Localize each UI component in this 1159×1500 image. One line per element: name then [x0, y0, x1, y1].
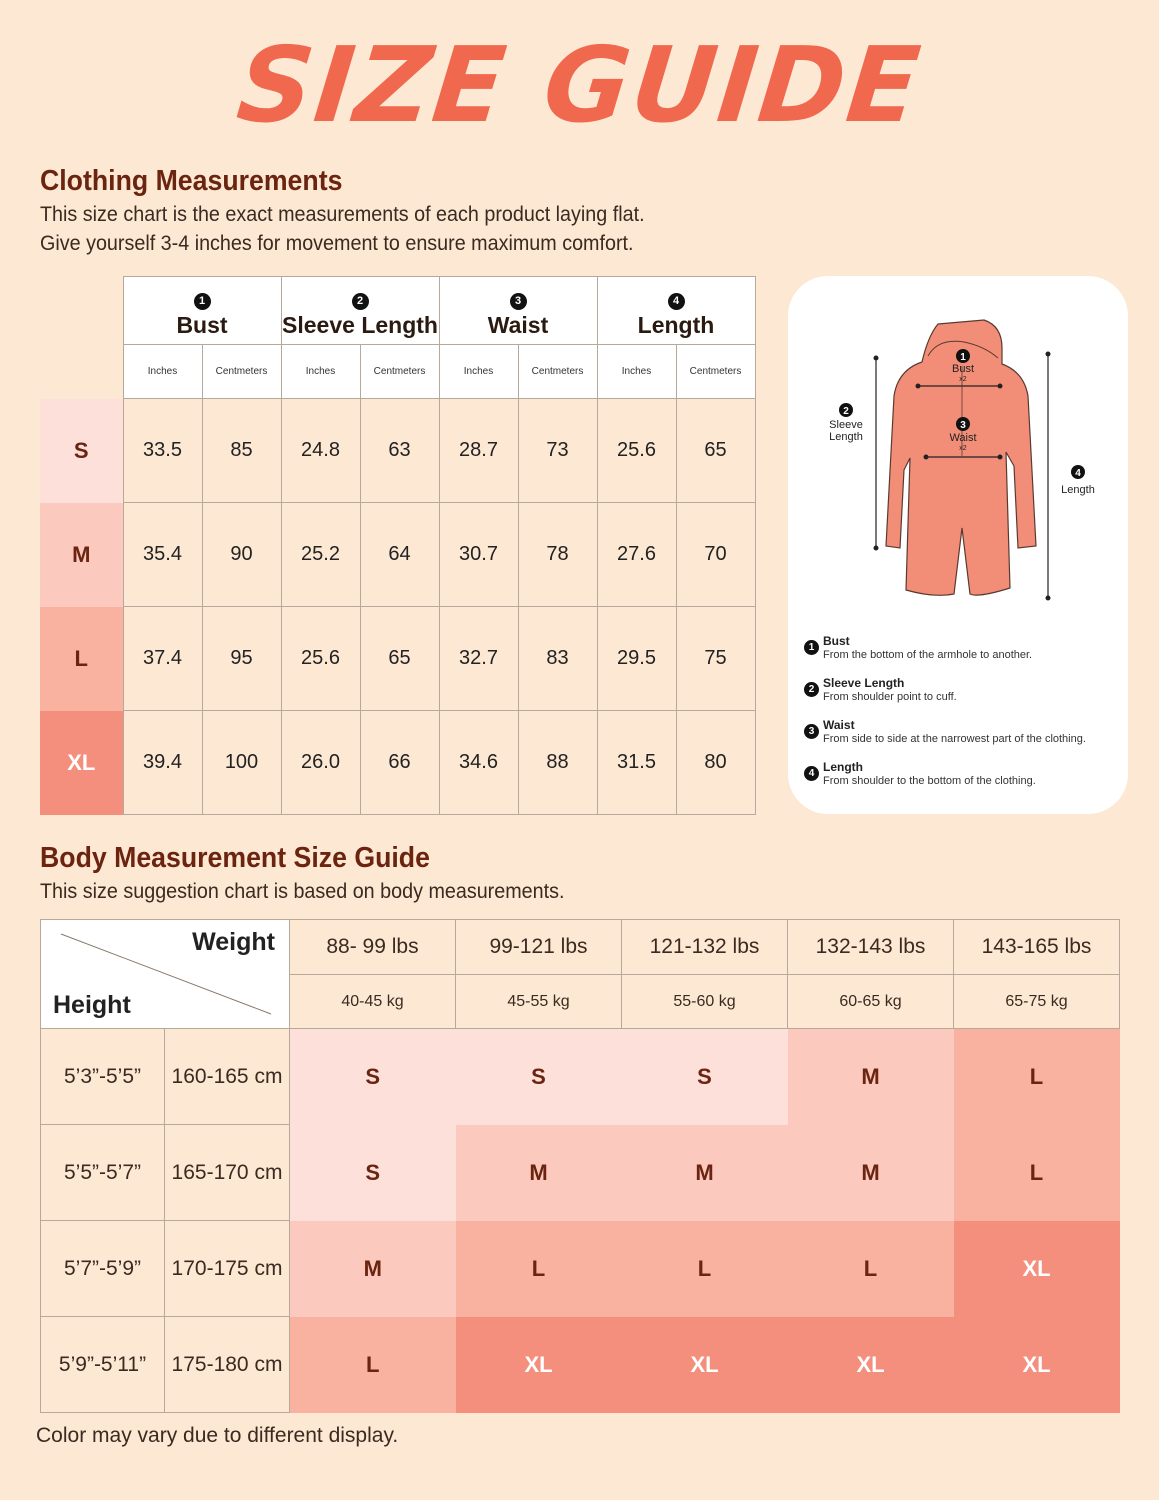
weight-lbs: 88- 99 lbs	[290, 920, 456, 975]
table-cell: 100	[202, 711, 281, 815]
clothing-desc-2: Give yourself 3-4 inches for movement to ensure maximum comfort.	[40, 232, 634, 255]
table-cell: 73	[518, 399, 597, 503]
size-cell: M	[622, 1125, 788, 1221]
sleeve-label-2: Length	[829, 431, 863, 443]
size-label: M	[40, 503, 123, 607]
table-cell: 78	[518, 503, 597, 607]
table-row	[41, 1125, 1120, 1221]
waist-label: Waist	[949, 432, 977, 444]
size-cell: L	[788, 1221, 954, 1317]
table-cell: 34.6	[439, 711, 518, 815]
table-cell: 37.4	[123, 607, 202, 711]
table-cell: 85	[202, 399, 281, 503]
unit-label: Inches	[597, 345, 676, 399]
height-label: Height	[53, 991, 131, 1019]
size-cell: XL	[954, 1317, 1120, 1413]
color-disclaimer: Color may vary due to different display.	[36, 1424, 399, 1447]
unit-label: Inches	[281, 345, 360, 399]
size-cell: M	[788, 1029, 954, 1125]
size-cell: L	[290, 1317, 456, 1413]
table-cell: 88	[518, 711, 597, 815]
clothing-measurement-table	[40, 276, 756, 815]
badge-2: 2	[843, 406, 849, 417]
size-cell: L	[456, 1221, 622, 1317]
size-cell: L	[954, 1125, 1120, 1221]
table-cell: 27.6	[597, 503, 676, 607]
table-corner	[40, 277, 123, 399]
definition-item: 2 Sleeve Length From shoulder point to cuff.	[802, 676, 1122, 704]
col-length: 4 Length	[597, 277, 755, 345]
height-cm: 175-180 cm	[165, 1317, 290, 1413]
size-cell: XL	[954, 1221, 1120, 1317]
size-cell: S	[622, 1029, 788, 1125]
table-row	[40, 607, 755, 711]
measurement-definitions	[802, 634, 1122, 802]
table-cell: 32.7	[439, 607, 518, 711]
table-row	[41, 1029, 1120, 1125]
table-cell: 25.2	[281, 503, 360, 607]
table-corner	[41, 920, 290, 1029]
sleeve-label-1: Sleeve	[829, 419, 863, 431]
clothing-heading: Clothing Measurements	[40, 165, 343, 197]
table-cell: 31.5	[597, 711, 676, 815]
definition-item: 1 Bust From the bottom of the armhole to another.	[802, 634, 1122, 662]
bust-x2: x2	[959, 376, 967, 383]
unit-label: Centmeters	[202, 345, 281, 399]
size-cell: L	[622, 1221, 788, 1317]
table-cell: 29.5	[597, 607, 676, 711]
table-cell: 26.0	[281, 711, 360, 815]
badge-4: 4	[1075, 468, 1081, 479]
clothing-desc-1: This size chart is the exact measurements of each product laying flat.	[40, 203, 645, 226]
unit-label: Centmeters	[676, 345, 755, 399]
table-cell: 65	[676, 399, 755, 503]
height-ft: 5’3”-5’5”	[41, 1029, 165, 1125]
table-row	[40, 711, 755, 815]
definition-item: 3 Waist From side to side at the narrowest part of the clothing.	[802, 718, 1122, 746]
unit-label: Centmeters	[518, 345, 597, 399]
table-cell: 25.6	[597, 399, 676, 503]
size-cell: S	[456, 1029, 622, 1125]
height-cm: 165-170 cm	[165, 1125, 290, 1221]
unit-label: Centmeters	[360, 345, 439, 399]
table-cell: 65	[360, 607, 439, 711]
weight-label: Weight	[192, 928, 275, 956]
size-cell: S	[290, 1029, 456, 1125]
table-cell: 30.7	[439, 503, 518, 607]
col-sleeve-length: 2 Sleeve Length	[281, 277, 439, 345]
table-row	[41, 1317, 1120, 1413]
table-cell: 70	[676, 503, 755, 607]
waist-x2: x2	[959, 445, 967, 452]
unit-label: Inches	[123, 345, 202, 399]
weight-kg: 40-45 kg	[290, 975, 456, 1029]
length-label: Length	[1061, 484, 1095, 496]
table-cell: 63	[360, 399, 439, 503]
size-cell: S	[290, 1125, 456, 1221]
weight-lbs: 99-121 lbs	[456, 920, 622, 975]
size-cell: XL	[622, 1317, 788, 1413]
table-row	[40, 503, 755, 607]
table-cell: 64	[360, 503, 439, 607]
body-heading: Body Measurement Size Guide	[40, 842, 430, 874]
page-title: SIZE GUIDE	[232, 24, 927, 146]
definition-item: 4 Length From shoulder to the bottom of the clothing.	[802, 760, 1122, 788]
body-desc: This size suggestion chart is based on body measurements.	[40, 880, 565, 903]
table-row	[41, 1221, 1120, 1317]
size-cell: M	[456, 1125, 622, 1221]
body-measurement-table	[40, 919, 1120, 1413]
table-cell: 90	[202, 503, 281, 607]
table-cell: 83	[518, 607, 597, 711]
size-label: S	[40, 399, 123, 503]
table-cell: 75	[676, 607, 755, 711]
table-cell: 33.5	[123, 399, 202, 503]
size-cell: M	[290, 1221, 456, 1317]
height-cm: 170-175 cm	[165, 1221, 290, 1317]
weight-kg: 65-75 kg	[954, 975, 1120, 1029]
table-row	[40, 399, 755, 503]
weight-lbs: 143-165 lbs	[954, 920, 1120, 975]
size-cell: XL	[788, 1317, 954, 1413]
weight-lbs: 132-143 lbs	[788, 920, 954, 975]
weight-kg: 60-65 kg	[788, 975, 954, 1029]
size-label: L	[40, 607, 123, 711]
col-bust: 1 Bust	[123, 277, 281, 345]
weight-kg: 55-60 kg	[622, 975, 788, 1029]
height-ft: 5’7”-5’9”	[41, 1221, 165, 1317]
bust-label: Bust	[951, 363, 975, 375]
size-cell: L	[954, 1029, 1120, 1125]
badge-1: 1	[960, 352, 966, 363]
table-cell: 80	[676, 711, 755, 815]
weight-kg: 45-55 kg	[456, 975, 622, 1029]
height-ft: 5’5”-5’7”	[41, 1125, 165, 1221]
height-ft: 5’9”-5’11”	[41, 1317, 165, 1413]
table-cell: 39.4	[123, 711, 202, 815]
table-cell: 66	[360, 711, 439, 815]
table-cell: 35.4	[123, 503, 202, 607]
table-cell: 28.7	[439, 399, 518, 503]
table-cell: 24.8	[281, 399, 360, 503]
height-cm: 160-165 cm	[165, 1029, 290, 1125]
size-cell: M	[788, 1125, 954, 1221]
size-label: XL	[40, 711, 123, 815]
table-cell: 25.6	[281, 607, 360, 711]
table-cell: 95	[202, 607, 281, 711]
size-cell: XL	[456, 1317, 622, 1413]
badge-3: 3	[960, 420, 966, 431]
weight-lbs: 121-132 lbs	[622, 920, 788, 975]
unit-label: Inches	[439, 345, 518, 399]
col-waist: 3 Waist	[439, 277, 597, 345]
